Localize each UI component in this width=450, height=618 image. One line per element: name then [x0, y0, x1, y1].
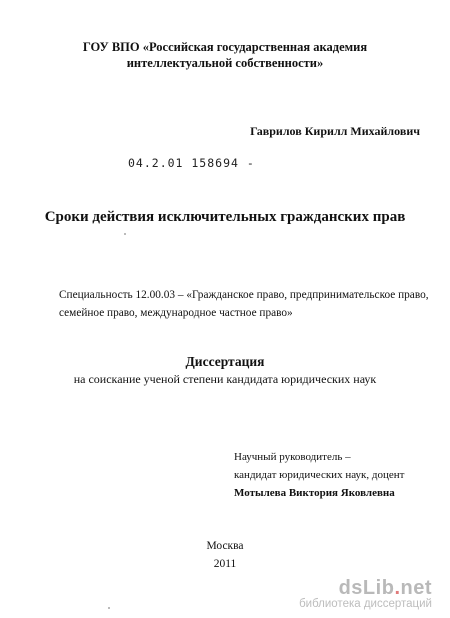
watermark-logo: [299, 577, 432, 600]
city: Москва: [206, 540, 244, 552]
watermark-subtitle: библиотека диссертаций: [299, 598, 432, 610]
dissertation-subtitle: на соискание ученой степени кандидата юридических наук: [73, 372, 377, 386]
watermark: [299, 577, 432, 610]
author-name: Гаврилов Кирилл Михайлович: [250, 124, 420, 138]
scan-speck: [124, 233, 126, 235]
dissertation-heading: Диссертация: [185, 354, 265, 369]
specialty-line-1: Специальность 12.00.03 – «Гражданское право, предпринимательское право,: [59, 289, 429, 301]
specialty-line-2: семейное право, международное частное право»: [59, 307, 293, 319]
place-and-year: [0, 537, 450, 573]
dissertation-title: Сроки действия исключительных гражданских прав: [44, 209, 406, 225]
institution-line-1: ГОУ ВПО «Российская государственная академия: [82, 40, 368, 54]
institution-header: [0, 39, 450, 71]
archive-stamp: 04.2.01 158694 -: [128, 156, 255, 170]
watermark-logo-main: dsLib: [338, 577, 395, 599]
specialty-block: [59, 286, 429, 322]
watermark-logo-tld: net: [400, 577, 432, 599]
watermark-logo-dot: .: [394, 577, 401, 599]
institution-line-2: интеллектуальной собственности»: [126, 56, 324, 70]
supervisor-degree: кандидат юридических наук, доцент: [234, 469, 405, 481]
supervisor-role: Научный руководитель –: [234, 451, 351, 463]
supervisor-name: Мотылева Виктория Яковлевна: [234, 487, 395, 499]
year: 2011: [213, 558, 237, 570]
scan-speck: [108, 607, 110, 609]
supervisor-block: [234, 448, 404, 502]
